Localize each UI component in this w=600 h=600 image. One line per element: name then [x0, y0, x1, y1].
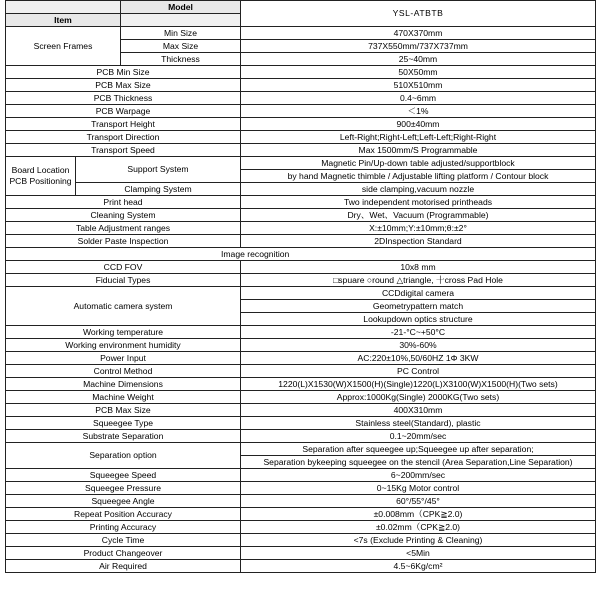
screen-frames-row — [6, 27, 596, 40]
spec-label: Transport Speed — [6, 144, 241, 157]
spec-value: AC:220±10%,50/60HZ 1Φ 3KW — [241, 352, 596, 365]
separation-value: Separation after squeegee up;Squeegee up after separation; — [241, 443, 596, 456]
spec-value: <7s (Exclude Printing & Cleaning) — [241, 534, 596, 547]
camera-system-value: Lookupdown optics structure — [241, 313, 596, 326]
screen-frames-sub-value: 737X550mm/737X737mm — [241, 40, 596, 53]
screen-frames-sub-value: 25~40mm — [241, 53, 596, 66]
camera-system-value: CCDdigital camera — [241, 287, 596, 300]
screen-frames-label: Screen Frames — [6, 27, 121, 66]
spec-label: Cycle Time — [6, 534, 241, 547]
spec-label: Machine Weight — [6, 391, 241, 404]
screen-frames-sub-value: 470X370mm — [241, 27, 596, 40]
spec-row — [6, 391, 596, 404]
support-system-value: by hand Magnetic thimble / Adjustable lifting platform / Contour block — [241, 170, 596, 183]
spec-label: Print head — [6, 196, 241, 209]
spec-row — [6, 547, 596, 560]
spec-row — [6, 326, 596, 339]
spec-label: Squeegee Speed — [6, 469, 241, 482]
spec-label: Power Input — [6, 352, 241, 365]
image-recognition-title: Image recognition — [6, 248, 596, 261]
spec-row — [6, 508, 596, 521]
spec-value: 900±40mm — [241, 118, 596, 131]
spec-label: PCB Max Size — [6, 404, 241, 417]
spec-label: Printing Accuracy — [6, 521, 241, 534]
spec-label: Working environment humidity — [6, 339, 241, 352]
spec-sheet — [5, 0, 595, 573]
screen-frames-sub-label: Min Size — [121, 27, 241, 40]
header-blank — [6, 1, 121, 14]
spec-value: 50X50mm — [241, 66, 596, 79]
spec-label: PCB Warpage — [6, 105, 241, 118]
spec-value: Left-Right;Right-Left;Left-Left;Right-Right — [241, 131, 596, 144]
spec-row — [6, 404, 596, 417]
spec-value: 30%-60% — [241, 339, 596, 352]
screen-frames-sub-label: Max Size — [121, 40, 241, 53]
spec-label: Machine Dimensions — [6, 378, 241, 391]
spec-label: Repeat Position Accuracy — [6, 508, 241, 521]
spec-row — [6, 495, 596, 508]
spec-row — [6, 521, 596, 534]
spec-value: ±0.02mm（CPK≧2.0) — [241, 521, 596, 534]
spec-row — [6, 261, 596, 274]
spec-label: Cleaning System — [6, 209, 241, 222]
image-recognition-title-row — [6, 248, 596, 261]
spec-label: PCB Min Size — [6, 66, 241, 79]
camera-system-label: Automatic camera system — [6, 287, 241, 326]
spec-value: -21-°C~+50°C — [241, 326, 596, 339]
spec-value: PC Control — [241, 365, 596, 378]
model-value: YSL-ATBTB — [241, 1, 596, 27]
spec-row — [6, 365, 596, 378]
spec-label: Table Adjustment ranges — [6, 222, 241, 235]
spec-label: Transport Height — [6, 118, 241, 131]
spec-value: 60°/55°/45° — [241, 495, 596, 508]
clamping-system-value: side clamping,vacuum nozzle — [241, 183, 596, 196]
spec-value: 4.5~6Kg/cm² — [241, 560, 596, 573]
board-location-label-line1: Board Location — [11, 165, 70, 175]
spec-label: Substrate Separation — [6, 430, 241, 443]
spec-row — [6, 417, 596, 430]
item-label: Item — [6, 14, 121, 27]
spec-value: 2DInspection Standard — [241, 235, 596, 248]
spec-table — [5, 0, 596, 573]
spec-value: ＜1% — [241, 105, 596, 118]
spec-value: 400X310mm — [241, 404, 596, 417]
separation-row — [6, 443, 596, 456]
spec-label: Solder Paste Inspection — [6, 235, 241, 248]
spec-row — [6, 274, 596, 287]
spec-row — [6, 352, 596, 365]
board-location-label-line2: PCB Positioning — [9, 176, 72, 186]
board-location-label — [6, 157, 76, 196]
support-system-value: Magnetic Pin/Up-down table adjusted/supportblock — [241, 157, 596, 170]
spec-value: 1220(L)X1530(W)X1500(H)(Single)1220(L)X3100(W)X1500(H)(Two sets) — [241, 378, 596, 391]
spec-row — [6, 534, 596, 547]
header-model-row — [6, 1, 596, 14]
spec-row — [6, 131, 596, 144]
board-location-row — [6, 183, 596, 196]
spec-row — [6, 118, 596, 131]
spec-label: Product Changeover — [6, 547, 241, 560]
spec-value: Approx:1000Kg(Single) 2000KG(Two sets) — [241, 391, 596, 404]
spec-row — [6, 339, 596, 352]
spec-label: Control Method — [6, 365, 241, 378]
spec-value: X:±10mm;Y:±10mm;θ:±2° — [241, 222, 596, 235]
spec-row — [6, 92, 596, 105]
spec-value: □spuare ○round △triangle, 十cross Pad Hole — [241, 274, 596, 287]
spec-label: Working temperature — [6, 326, 241, 339]
spec-row — [6, 560, 596, 573]
screen-frames-sub-label: Thickness — [121, 53, 241, 66]
spec-label: Fiducial Types — [6, 274, 241, 287]
spec-row — [6, 222, 596, 235]
spec-value: <5Min — [241, 547, 596, 560]
spec-label: Transport Direction — [6, 131, 241, 144]
clamping-system-label: Clamping System — [76, 183, 241, 196]
spec-row — [6, 235, 596, 248]
camera-system-row — [6, 287, 596, 300]
board-location-row — [6, 157, 596, 170]
spec-row — [6, 378, 596, 391]
spec-row — [6, 196, 596, 209]
camera-system-value: Geometrypattern match — [241, 300, 596, 313]
spec-label: Squeegee Type — [6, 417, 241, 430]
support-system-label: Support System — [76, 157, 241, 183]
spec-row — [6, 482, 596, 495]
separation-label: Separation option — [6, 443, 241, 469]
spec-value: 6~200mm/sec — [241, 469, 596, 482]
spec-value: 0~15Kg Motor control — [241, 482, 596, 495]
spec-value: ±0.008mm（CPK≧2.0) — [241, 508, 596, 521]
spec-row — [6, 209, 596, 222]
spec-label: Squeegee Pressure — [6, 482, 241, 495]
spec-value: 0.1~20mm/sec — [241, 430, 596, 443]
spec-label: Squeegee Angle — [6, 495, 241, 508]
header-blank-2 — [121, 14, 241, 27]
spec-label: PCB Max Size — [6, 79, 241, 92]
spec-row — [6, 105, 596, 118]
spec-value: 10x8 mm — [241, 261, 596, 274]
spec-value: Two independent motorised printheads — [241, 196, 596, 209]
spec-row — [6, 144, 596, 157]
spec-row — [6, 430, 596, 443]
spec-label: Air Required — [6, 560, 241, 573]
spec-value: 510X510mm — [241, 79, 596, 92]
spec-value: 0.4~6mm — [241, 92, 596, 105]
spec-row — [6, 66, 596, 79]
spec-value: Dry、Wet、Vacuum (Programmable) — [241, 209, 596, 222]
spec-value: Stainless steel(Standard), plastic — [241, 417, 596, 430]
model-label: Model — [121, 1, 241, 14]
spec-row — [6, 469, 596, 482]
separation-value: Separation bykeeping squeegee on the stencil (Area Separation,Line Separation) — [241, 456, 596, 469]
spec-label: CCD FOV — [6, 261, 241, 274]
spec-value: Max 1500mm/S Programmable — [241, 144, 596, 157]
spec-label: PCB Thickness — [6, 92, 241, 105]
spec-row — [6, 79, 596, 92]
